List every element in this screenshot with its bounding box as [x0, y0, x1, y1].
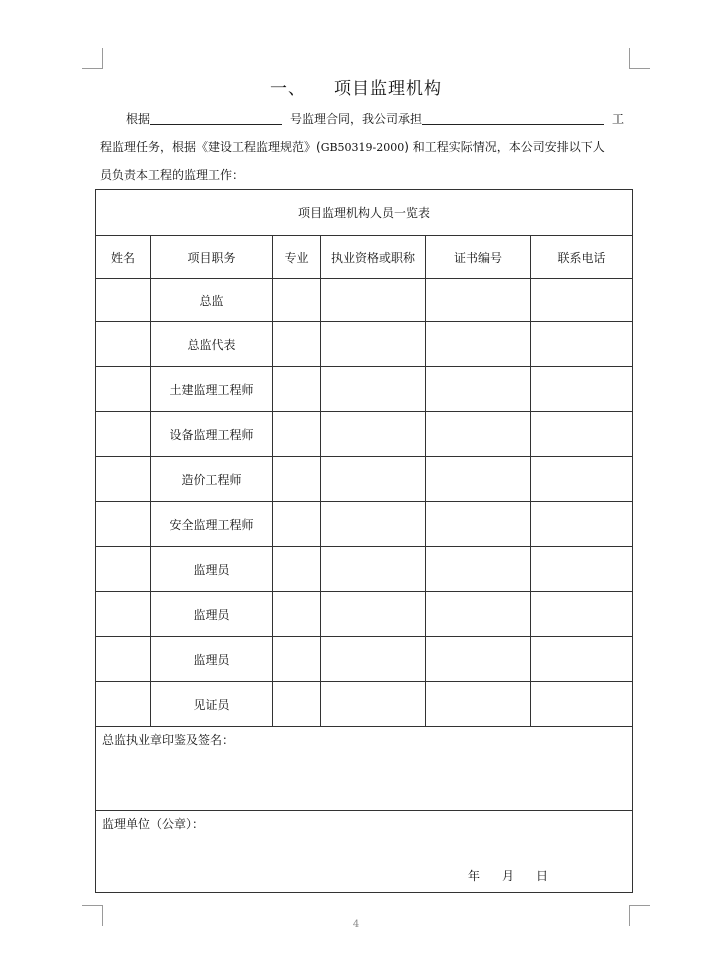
date-month-label: 月	[502, 869, 515, 883]
header-position: 项目职务	[151, 236, 273, 279]
phone-cell[interactable]	[531, 457, 633, 502]
qualification-cell[interactable]	[321, 457, 426, 502]
name-cell[interactable]	[96, 682, 151, 727]
position-cell: 监理员	[151, 592, 273, 637]
table-row	[96, 279, 633, 322]
personnel-table	[95, 189, 633, 893]
qualification-cell[interactable]	[321, 502, 426, 547]
certificate-cell[interactable]	[426, 412, 531, 457]
intro-text: 工	[612, 112, 625, 126]
specialty-cell[interactable]	[273, 322, 321, 367]
specialty-cell[interactable]	[273, 457, 321, 502]
crop-mark-top-left	[82, 48, 103, 69]
name-cell[interactable]	[96, 322, 151, 367]
date-day-label: 日	[536, 869, 549, 883]
name-cell[interactable]	[96, 547, 151, 592]
intro-text: 号监理合同，我公司承担	[290, 112, 423, 126]
table-header-row	[96, 236, 633, 279]
specialty-cell[interactable]	[273, 412, 321, 457]
position-cell: 土建监理工程师	[151, 367, 273, 412]
position-cell: 造价工程师	[151, 457, 273, 502]
signature-area[interactable]	[96, 727, 633, 811]
certificate-cell[interactable]	[426, 322, 531, 367]
intro-line-2	[100, 139, 632, 156]
certificate-cell[interactable]	[426, 637, 531, 682]
specialty-cell[interactable]	[273, 592, 321, 637]
certificate-cell[interactable]	[426, 682, 531, 727]
specialty-cell[interactable]	[273, 367, 321, 412]
specialty-cell[interactable]	[273, 547, 321, 592]
phone-cell[interactable]	[531, 637, 633, 682]
intro-text: 根据	[126, 112, 151, 126]
date-year-label: 年	[468, 869, 481, 883]
phone-cell[interactable]	[531, 592, 633, 637]
specialty-cell[interactable]	[273, 502, 321, 547]
project-name-blank[interactable]	[422, 112, 604, 125]
table-row	[96, 682, 633, 727]
qualification-cell[interactable]	[321, 637, 426, 682]
position-cell: 监理员	[151, 547, 273, 592]
position-cell: 设备监理工程师	[151, 412, 273, 457]
qualification-cell[interactable]	[321, 279, 426, 322]
date-line	[468, 867, 570, 884]
certificate-cell[interactable]	[426, 592, 531, 637]
qualification-cell[interactable]	[321, 682, 426, 727]
name-cell[interactable]	[96, 412, 151, 457]
position-cell: 安全监理工程师	[151, 502, 273, 547]
section-title: 项目监理机构	[334, 79, 442, 99]
position-cell: 监理员	[151, 637, 273, 682]
name-cell[interactable]	[96, 637, 151, 682]
seal-label: 监理单位（公章）：	[102, 817, 205, 831]
position-cell: 总监	[151, 279, 273, 322]
crop-mark-top-right	[629, 48, 650, 69]
name-cell[interactable]	[96, 367, 151, 412]
certificate-cell[interactable]	[426, 502, 531, 547]
phone-cell[interactable]	[531, 322, 633, 367]
qualification-cell[interactable]	[321, 412, 426, 457]
table-row	[96, 592, 633, 637]
qualification-cell[interactable]	[321, 322, 426, 367]
certificate-cell[interactable]	[426, 279, 531, 322]
name-cell[interactable]	[96, 457, 151, 502]
intro-text: 程监理任务，根据《建设工程监理规范》(	[100, 140, 321, 154]
certificate-cell[interactable]	[426, 457, 531, 502]
contract-number-blank[interactable]	[150, 112, 282, 125]
standard-code: GB50319-2000	[320, 141, 405, 154]
qualification-cell[interactable]	[321, 547, 426, 592]
table-caption: 项目监理机构人员一览表	[96, 190, 633, 236]
position-cell: 总监代表	[151, 322, 273, 367]
certificate-cell[interactable]	[426, 367, 531, 412]
page-number: 4	[352, 919, 360, 930]
signature-label: 总监执业章印鉴及签名：	[102, 733, 235, 747]
qualification-cell[interactable]	[321, 367, 426, 412]
table-row	[96, 637, 633, 682]
header-qualification: 执业资格或职称	[321, 236, 426, 279]
phone-cell[interactable]	[531, 279, 633, 322]
table-row	[96, 322, 633, 367]
section-heading	[0, 74, 712, 99]
table-row	[96, 547, 633, 592]
header-phone: 联系电话	[531, 236, 633, 279]
name-cell[interactable]	[96, 592, 151, 637]
position-cell: 见证员	[151, 682, 273, 727]
specialty-cell[interactable]	[273, 279, 321, 322]
qualification-cell[interactable]	[321, 592, 426, 637]
table-row	[96, 457, 633, 502]
intro-text: ) 和工程实际情况，本公司安排以下人	[404, 140, 605, 154]
intro-line-3: 员负责本工程的监理工作：	[100, 168, 245, 182]
phone-cell[interactable]	[531, 502, 633, 547]
table-row	[96, 367, 633, 412]
phone-cell[interactable]	[531, 682, 633, 727]
certificate-cell[interactable]	[426, 547, 531, 592]
phone-cell[interactable]	[531, 412, 633, 457]
phone-cell[interactable]	[531, 367, 633, 412]
table-row	[96, 412, 633, 457]
header-certificate: 证书编号	[426, 236, 531, 279]
header-specialty: 专业	[273, 236, 321, 279]
table-row	[96, 502, 633, 547]
name-cell[interactable]	[96, 502, 151, 547]
seal-area[interactable]	[96, 811, 633, 893]
specialty-cell[interactable]	[273, 637, 321, 682]
section-number: 一、	[270, 79, 306, 99]
specialty-cell[interactable]	[273, 682, 321, 727]
phone-cell[interactable]	[531, 547, 633, 592]
header-name: 姓名	[96, 236, 151, 279]
name-cell[interactable]	[96, 279, 151, 322]
intro-line-1	[100, 111, 632, 127]
